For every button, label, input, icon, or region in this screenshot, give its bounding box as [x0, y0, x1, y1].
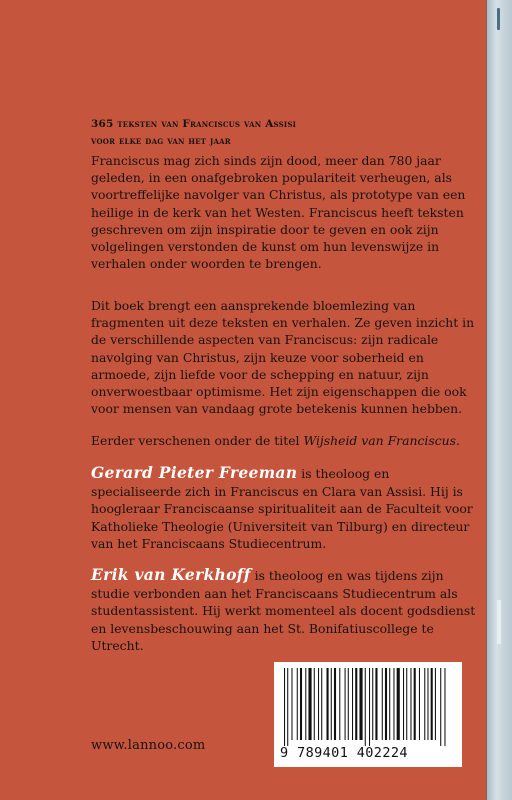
barcode-bar: [397, 668, 400, 740]
barcode-bar: [435, 668, 436, 740]
barcode-bar: [369, 668, 370, 746]
barcode-bar: [297, 668, 298, 740]
barcode-bar: [314, 668, 315, 740]
description-paragraph: Dit boek brengt een aansprekende bloemlezing van fragmenten uit deze teksten en verhalen. Ze geven inzicht in de verschillende aspecten van Franciscus: zijn radicale navolging van Christus, zijn keuze voor soberheid en armoede, zijn liefde voor de schepping en natuur, zijn onverwoestbaar optimisme. Het zijn eigenschappen die ook voor mensen van vandaag grote betekenis kunnen hebben.: [91, 298, 475, 417]
barcode-bar: [419, 668, 420, 740]
barcode-bar: [431, 668, 433, 740]
book-spine: [486, 0, 512, 800]
barcode-bar: [284, 668, 285, 746]
barcode-bar: [321, 668, 322, 740]
author-bio-text-freeman: is theoloog en specialiseerde zich in Franciscus en Clara van Assisi. Hij is hoogleraar Franciscaanse spiritualiteit aan de Faculteit voor Katholieke Theologie (Universiteit van Tilburg) en directeur van het Franciscaans Studiecentrum.: [91, 466, 473, 552]
barcode-bar: [352, 668, 353, 740]
earlier-suffix: .: [456, 433, 460, 448]
barcode-bar: [365, 668, 366, 746]
barcode-bar: [406, 668, 407, 740]
barcode-bar: [410, 668, 411, 740]
cover-heading: [91, 116, 471, 150]
barcode-bar: [427, 668, 428, 740]
spine-highlight: [497, 600, 501, 644]
heading-line-2: voor elke dag van het jaar: [91, 135, 231, 147]
barcode-bar: [355, 668, 357, 740]
barcode-bar: [308, 668, 311, 740]
barcode-bar: [385, 668, 387, 740]
barcode-bar: [339, 668, 340, 740]
spine-mark-top: [497, 8, 500, 30]
barcode-bar: [287, 668, 288, 746]
barcode-bar: [372, 668, 373, 740]
barcode-bar: [348, 668, 349, 740]
barcode-bar: [327, 668, 329, 740]
barcode-bar: [331, 668, 332, 740]
barcode-bar: [393, 668, 394, 740]
author-name-freeman: Gerard Pieter Freeman: [91, 463, 298, 482]
author-bio-text-kerkhoff: is theoloog en was tijdens zijn studie verbonden aan het Franciscaans Studiecentrum als studentassistent. Hij werkt momenteel als docent godsdienst en levensbeschouwing aan het St. Bonifatiuscollege te Utrecht.: [91, 568, 476, 654]
barcode-bar: [375, 668, 377, 740]
author-bio-kerkhoff: [91, 566, 483, 655]
barcode-bar: [389, 668, 390, 740]
isbn-number: 9 789401 402224: [280, 745, 408, 761]
barcode-bar: [345, 668, 346, 740]
barcode-bar: [414, 668, 416, 740]
author-name-kerkhoff: Erik van Kerkhoff: [91, 565, 251, 584]
barcode-bar: [318, 668, 319, 740]
barcode-bar: [440, 668, 441, 746]
barcode-bar: [305, 668, 306, 740]
barcode-bar: [403, 668, 404, 740]
barcode-bar: [359, 668, 362, 740]
barcode-bar: [291, 668, 292, 740]
author-bio-freeman: [91, 464, 483, 553]
barcode-bar: [444, 668, 445, 746]
barcode-panel: [274, 662, 462, 767]
barcode-bar: [300, 668, 302, 740]
barcode-graphic: [282, 668, 454, 746]
heading-line-1: 365 teksten van Franciscus van Assisi: [91, 118, 297, 130]
barcode-bar: [334, 668, 336, 740]
barcode-bar: [382, 668, 383, 740]
earlier-title: Wijsheid van Franciscus: [303, 433, 457, 448]
intro-paragraph: Franciscus mag zich sinds zijn dood, meer dan 780 jaar geleden, in een onafgebroken populariteit verheugen, als voortreffelijke navolger van Christus, als prototype van een heilige in de kerk van het Westen. Franciscus heeft teksten geschreven om zijn inspiratie door te geven en ook zijn volgelingen verstonden de kunst om hun levenswijze in verhalen onder woorden te brengen.: [91, 153, 466, 272]
earlier-prefix: Eerder verschenen onder de titel: [91, 433, 304, 448]
earlier-published-note: [91, 432, 479, 449]
barcode-bar: [424, 668, 425, 740]
publisher-website: www.lannoo.com: [91, 738, 206, 753]
